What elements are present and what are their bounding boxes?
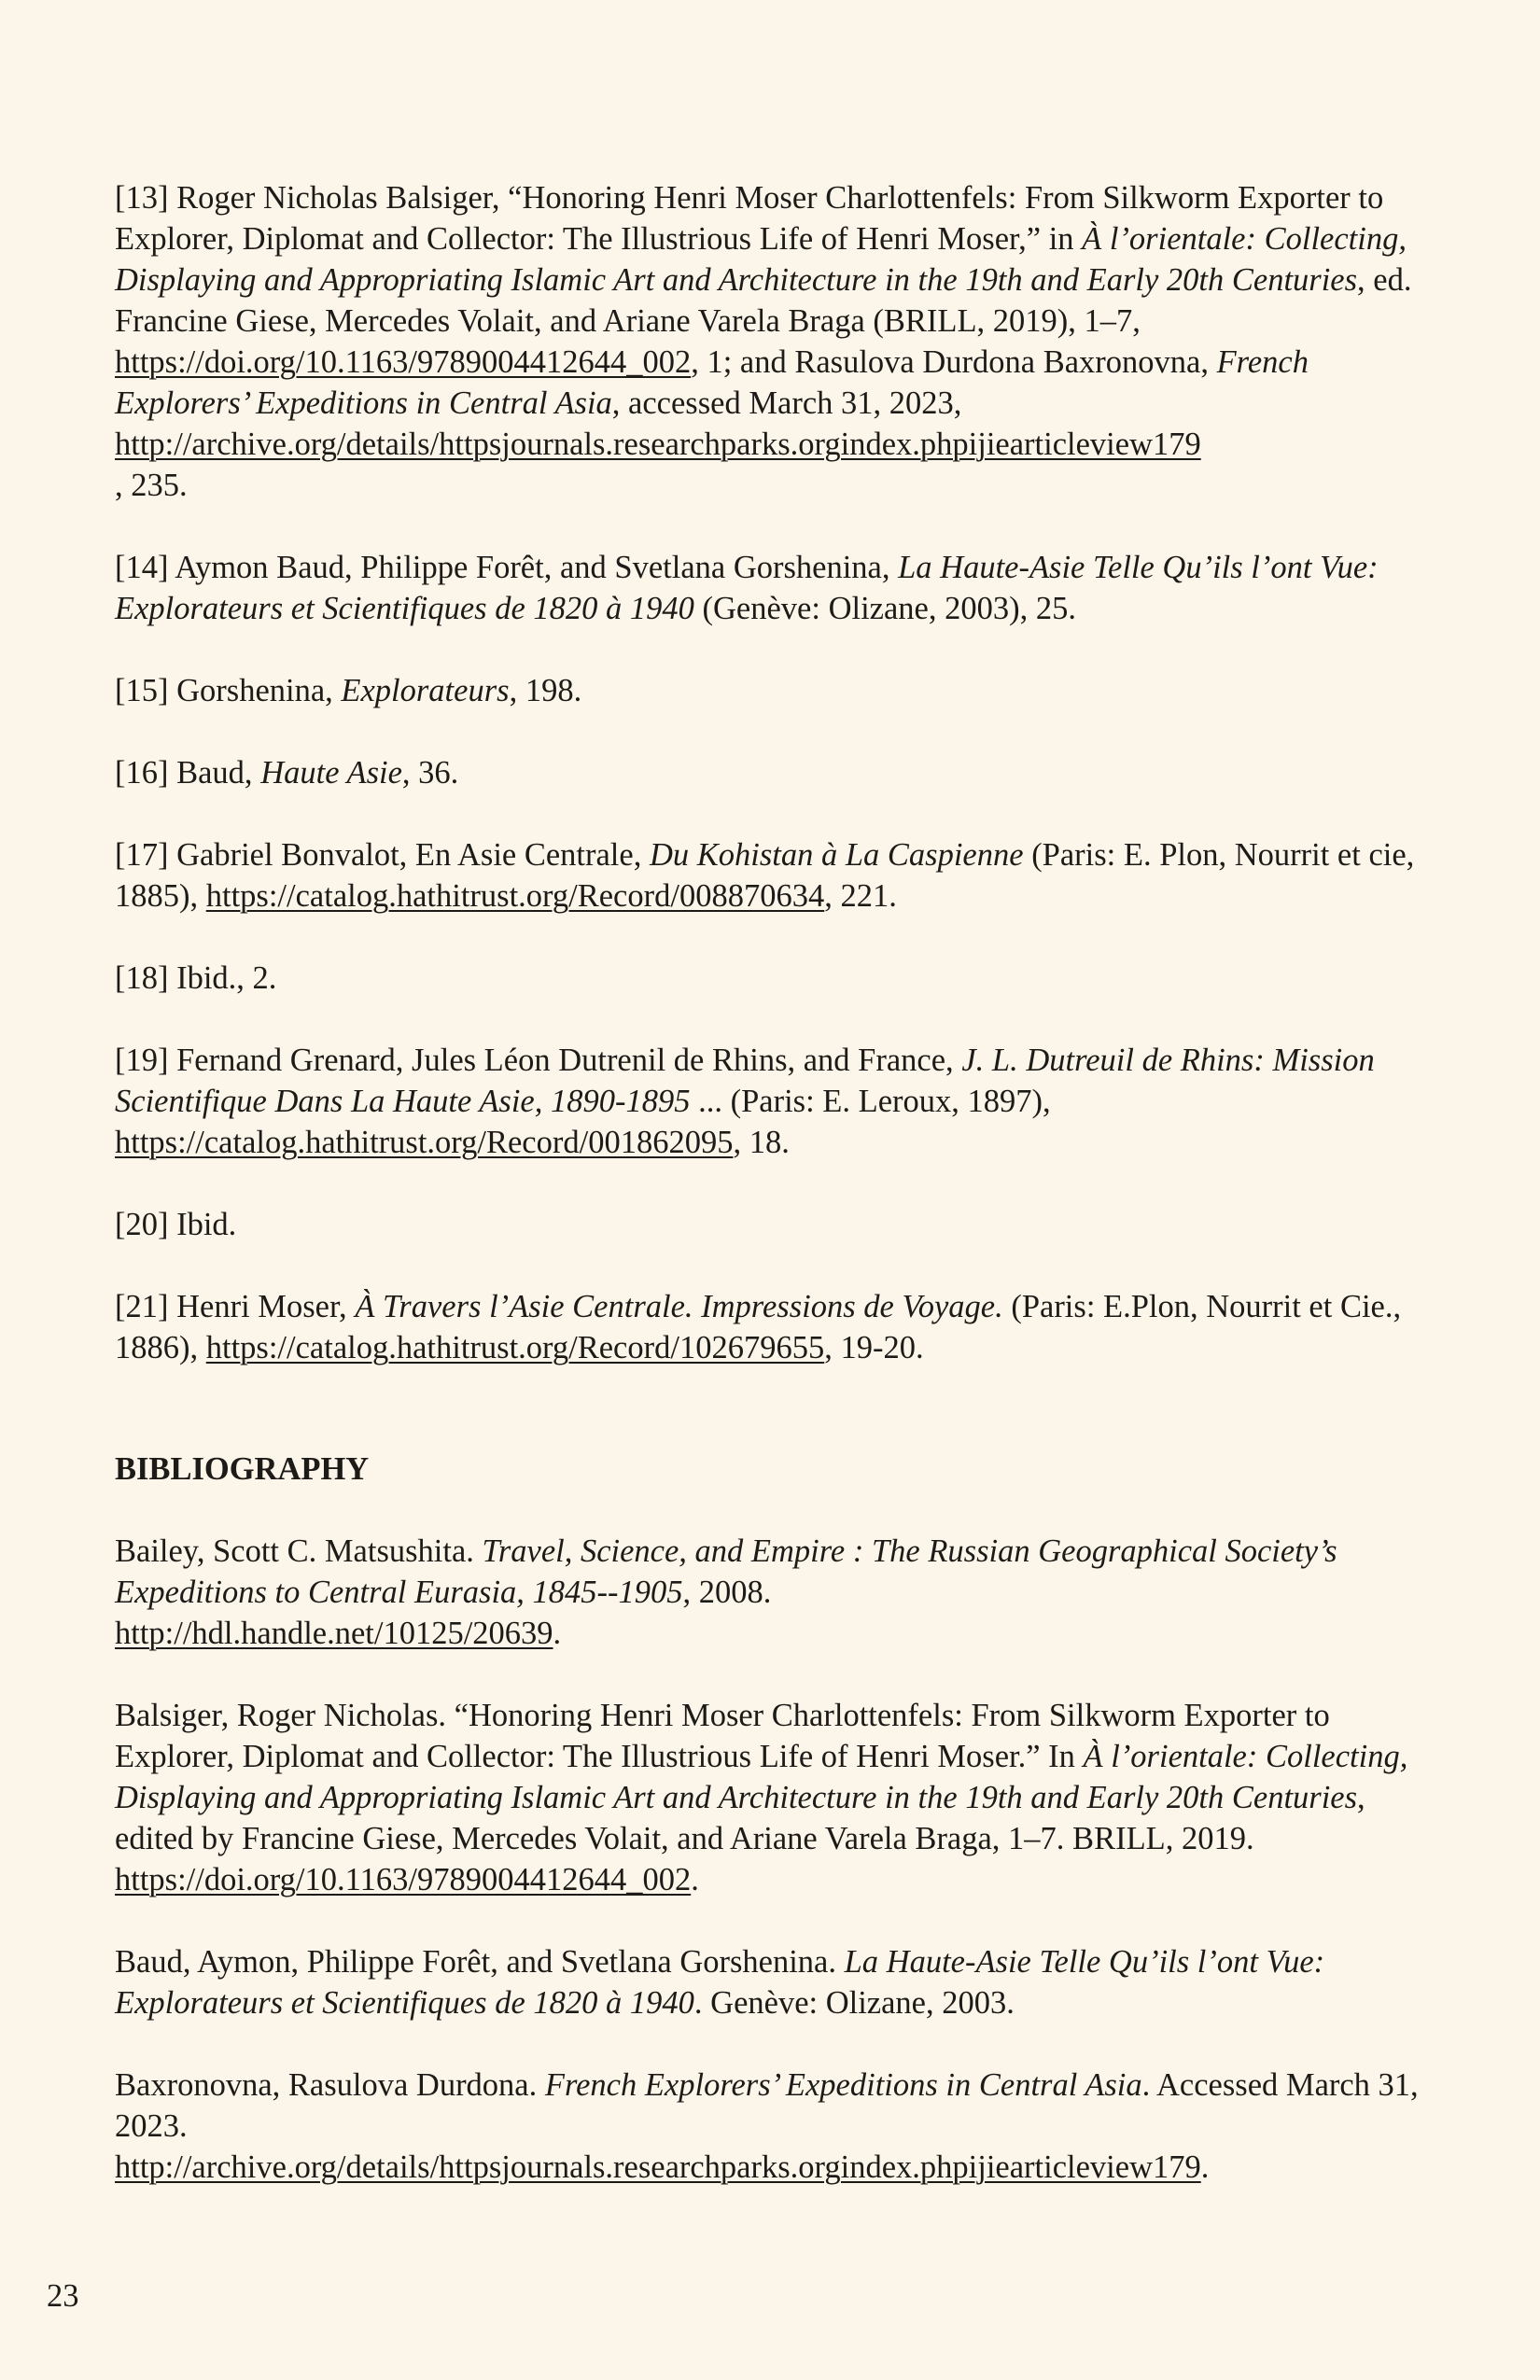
endnote-page: , 221.: [824, 878, 897, 914]
endnote-18: [115, 958, 1440, 999]
bib-end: .: [691, 1862, 699, 1897]
endnote-container-title: À l’orientale: Collecting, Displaying and Appropriating Islamic Art and Architecture in the 19th and Early 20th Centuries: [115, 221, 1407, 298]
endnote-publication: ... (Paris: E. Leroux, 1897),: [698, 1084, 1051, 1119]
endnote-doi-link[interactable]: https://doi.org/10.1163/9789004412644_002: [115, 344, 692, 380]
endnote-marker: [14]: [115, 550, 169, 585]
endnote-author: Roger Nicholas Balsiger,: [176, 180, 500, 216]
bib-title: À l’orientale: Collecting, Displaying and Appropriating Islamic Art and Architecture in the 19th and Early 20th Centuries: [115, 1739, 1408, 1815]
endnote-publication: , 198.: [509, 673, 582, 708]
bibliography-entry-baud: [115, 1941, 1440, 2023]
page-number: 23: [47, 2278, 79, 2314]
endnote-archive-link[interactable]: http://archive.org/details/httpsjournals.researchparks.orgindex.phpijiearticleview179: [115, 427, 1201, 462]
endnote-publication: , 36.: [401, 755, 459, 791]
endnote-publication: (Paris: E.Plon, Nourrit et Cie., 1886),: [115, 1289, 1402, 1365]
bibliography-entry-bailey: [115, 1531, 1440, 1654]
bibliography-heading: BIBLIOGRAPHY: [115, 1451, 370, 1487]
endnote-marker: [18]: [115, 960, 169, 996]
endnote-marker: [15]: [115, 673, 169, 708]
endnote-title: Du Kohistan à La Caspienne: [649, 837, 1024, 873]
bib-author: Balsiger, Roger Nicholas. “Honoring Henri Moser Charlottenfels: From Silkworm Exporter to Explorer, Diplomat and Collector: The Illustrious Life of Henri Moser.” In: [115, 1698, 1330, 1774]
endnote-20: [115, 1204, 1440, 1245]
bib-title: Travel, Science, and Empire : The Russian Geographical Society’s Expeditions to Central Eurasia, 1845--1905: [115, 1533, 1337, 1610]
bibliography-entry-baxronovna: [115, 2065, 1440, 2188]
endnote-catalog-link[interactable]: https://catalog.hathitrust.org/Record/008870634: [205, 878, 825, 914]
endnote-publication: (Paris: E. Plon, Nourrit et cie, 1885),: [115, 837, 1415, 914]
endnote-title: La Haute-Asie Telle Qu’ils l’ont Vue: Explorateurs et Scientifiques de 1820 à 1940: [115, 550, 1379, 626]
endnote-14: [115, 547, 1440, 629]
endnote-19: [115, 1040, 1440, 1163]
bib-author: Baxronovna, Rasulova Durdona.: [115, 2067, 538, 2103]
endnote-second-title: French Explorers’ Expeditions in Central Asia: [115, 344, 1309, 421]
endnote-editors: , ed. Francine Giese, Mercedes Volait, and Ariane Varela Braga (BRILL, 2019), 1–7,: [115, 262, 1412, 339]
endnote-text: Ibid.: [176, 1207, 237, 1242]
endnote-title: Haute Asie: [260, 755, 402, 791]
endnote-author: Henri Moser,: [176, 1289, 347, 1324]
bib-handle-link-text[interactable]: http://hdl.handle.net/10125/20639: [115, 1616, 553, 1651]
endnote-author: Baud,: [176, 755, 253, 791]
endnote-accessed: , accessed March 31, 2023,: [611, 385, 962, 421]
endnote-16: [115, 752, 1440, 793]
endnote-title: Explorateurs: [341, 673, 510, 708]
endnote-page: , 235.: [115, 468, 188, 503]
endnote-catalog-link[interactable]: https://catalog.hathitrust.org/Record/001862095: [115, 1125, 734, 1160]
endnote-13: [115, 177, 1440, 506]
endnote-page: , 19-20.: [824, 1330, 924, 1365]
endnote-catalog-link[interactable]: https://catalog.hathitrust.org/Record/102679655: [205, 1330, 825, 1365]
endnote-author: Aymon Baud, Philippe Forêt, and Svetlana Gorshenina,: [175, 550, 890, 585]
endnote-author: Gorshenina,: [176, 673, 333, 708]
endnote-15: [115, 670, 1440, 711]
bib-author: Baud, Aymon, Philippe Forêt, and Svetlana Gorshenina.: [115, 1944, 836, 1980]
endnote-article-title: “Honoring Henri Moser Charlottenfels: From Silkworm Exporter to Explorer, Diplomat and Collector: The Illustrious Life of Henri Moser,”: [115, 180, 1384, 257]
endnote-21: [115, 1286, 1440, 1368]
endnote-marker: [13]: [115, 180, 169, 216]
bib-publication: , edited by Francine Giese, Mercedes Volait, and Ariane Varela Braga, 1–7. BRILL, 2019.: [115, 1780, 1365, 1856]
bib-publication: . Genève: Olizane, 2003.: [693, 1985, 1015, 2021]
bibliography-entry-balsiger: [115, 1695, 1440, 1900]
endnote-title: À Travers l’Asie Centrale. Impressions de Voyage.: [355, 1289, 1003, 1324]
endnote-marker: [21]: [115, 1289, 169, 1324]
endnote-marker: [20]: [115, 1207, 169, 1242]
endnote-continuation: , 1; and Rasulova Durdona Baxronovna,: [691, 344, 1209, 380]
endnote-marker: [16]: [115, 755, 169, 791]
bib-title: French Explorers’ Expeditions in Central Asia: [544, 2067, 1142, 2103]
bib-title: La Haute-Asie Telle Qu’ils l’ont Vue: Explorateurs et Scientifiques de 1820 à 1940: [115, 1944, 1325, 2021]
bib-publication: . Accessed March 31, 2023.: [115, 2067, 1419, 2144]
bib-doi-link[interactable]: https://doi.org/10.1163/9789004412644_002: [115, 1862, 692, 1897]
endnote-17: [115, 834, 1440, 917]
endnote-publication: (Genève: Olizane, 2003), 25.: [702, 591, 1076, 626]
bib-end: .: [553, 1616, 562, 1651]
endnote-in: in: [1048, 221, 1074, 257]
bib-handle-link[interactable]: [115, 1616, 553, 1651]
endnote-page: , 18.: [733, 1125, 790, 1160]
endnote-text: Ibid., 2.: [176, 960, 277, 996]
endnote-author: Fernand Grenard, Jules Léon Dutrenil de Rhins, and France,: [176, 1043, 954, 1078]
bib-publication: , 2008.: [682, 1575, 772, 1610]
bib-end: .: [1200, 2149, 1210, 2185]
endnote-marker: [17]: [115, 837, 169, 873]
bib-archive-link[interactable]: http://archive.org/details/httpsjournals.researchparks.orgindex.phpijiearticleview179: [115, 2149, 1201, 2185]
endnote-marker: [19]: [115, 1043, 169, 1078]
document-page: [115, 177, 1440, 2188]
endnote-title: J. L. Dutreuil de Rhins: Mission Scientifique Dans La Haute Asie, 1890-1895: [115, 1043, 1375, 1119]
endnote-author: Gabriel Bonvalot, En Asie Centrale,: [176, 837, 642, 873]
bib-author: Bailey, Scott C. Matsushita.: [115, 1533, 474, 1569]
